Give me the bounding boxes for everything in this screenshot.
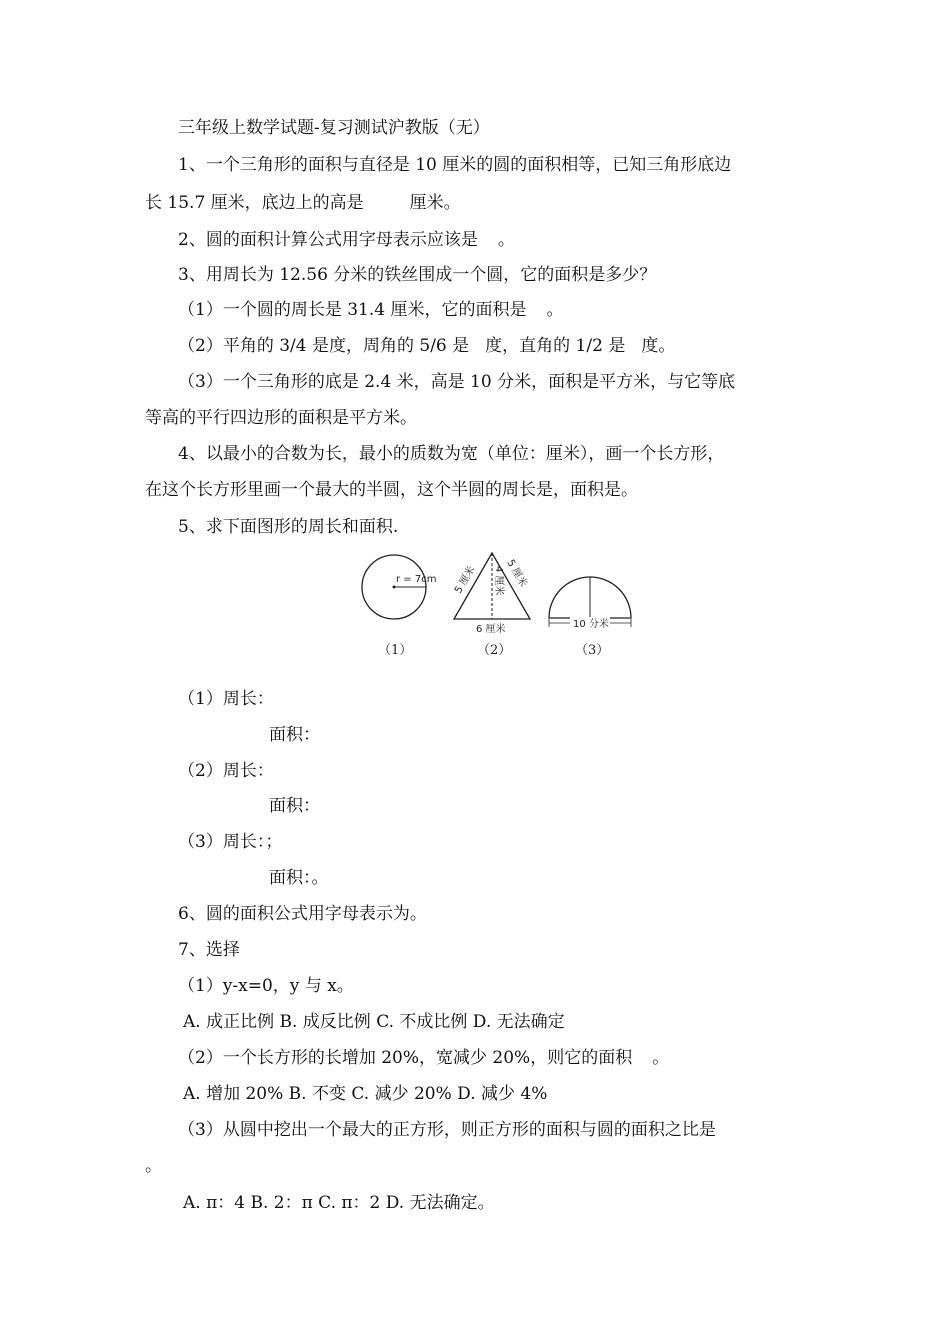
q5-p1-area: 面积： (269, 725, 320, 745)
q5-figure (352, 552, 652, 662)
circle-radius-label: r = 7cm (396, 574, 437, 585)
q1-line1: 1、一个三角形的面积与直径是 10 厘米的圆的面积相等，已知三角形底边 (178, 155, 732, 175)
triangle-right-label: 5 厘米 (504, 558, 529, 590)
figure-caption-2: （2） (477, 643, 512, 658)
q5-p2-perimeter: （2）周长： (178, 761, 274, 781)
q7-s2-options: A. 增加 20% B. 不变 C. 减少 20% D. 减少 4% (183, 1084, 548, 1104)
q3-sub1-end: 。 (546, 300, 564, 320)
q5-p3-perimeter: （3）周长：； (178, 832, 283, 852)
q5-text: 5、求下面图形的周长和面积. (178, 517, 399, 537)
q3-sub2 (178, 335, 675, 357)
q5-figure-svg (352, 552, 652, 662)
q3-sub2a: （2）平角的 3/4 是度，周角的 5/6 是 (178, 336, 470, 356)
q7-s2-end: 。 (652, 1048, 670, 1068)
q1-line2 (145, 192, 461, 214)
q1-line2-unit: 厘米。 (409, 193, 461, 213)
q7-s2 (178, 1047, 669, 1069)
q7-s3-end: 。 (145, 1156, 162, 1176)
q3-sub2c: 度。 (641, 336, 676, 356)
q5-p1-perimeter: （1）周长： (178, 689, 274, 709)
q2-text: 2、圆的面积计算公式用字母表示应该是 (178, 230, 478, 250)
q3-sub3-line1: （3）一个三角形的底是 2.4 米，高是 10 分米，面积是平方米，与它等底 (178, 372, 736, 392)
q7-s1: （1）y-x=0，y 与 x。 (178, 976, 354, 996)
q1-line2-text: 长 15.7 厘米，底边上的高是 (145, 193, 364, 213)
q2 (178, 229, 515, 251)
q7-s1-options: A. 成正比例 B. 成反比例 C. 不成比例 D. 无法确定 (183, 1012, 565, 1032)
q7-s2-text: （2）一个长方形的长增加 20%，宽减少 20%，则它的面积 (178, 1048, 633, 1068)
q3-sub3-line2: 等高的平行四边形的面积是平方米。 (145, 408, 417, 428)
q3-text: 3、用周长为 12.56 分米的铁丝围成一个圆，它的面积是多少？ (178, 265, 657, 285)
page-title: 三年级上数学试题-复习测试沪教版（无） (178, 118, 490, 138)
q5-p3-area: 面积：。 (269, 868, 329, 888)
figure-caption-1: （1） (378, 643, 413, 658)
figure-caption-3: （3） (575, 643, 610, 658)
q2-end: 。 (497, 230, 515, 250)
q7-s3: （3）从圆中挖出一个最大的正方形，则正方形的面积与圆的面积之比是 (178, 1120, 716, 1140)
q7-s3-options: A. π：4 B. 2：π C. π：2 D. 无法确定。 (183, 1193, 495, 1213)
triangle-height-label: 4 厘米 (493, 566, 504, 596)
q7-text: 7、选择 (178, 940, 240, 960)
semicircle-label: 10 分米 (573, 619, 609, 630)
triangle-left-label: 5 厘米 (453, 564, 478, 596)
q5-p2-area: 面积： (269, 796, 320, 816)
circle-center (393, 586, 396, 589)
q4-line2: 在这个长方形里画一个最大的半圆，这个半圆的周长是，面积是。 (145, 480, 638, 500)
q4-line1: 4、以最小的合数为长，最小的质数为宽（单位：厘米），画一个长方形， (178, 444, 725, 464)
q6-text: 6、圆的面积公式用字母表示为。 (178, 904, 427, 924)
triangle-base-label: 6 厘米 (476, 624, 506, 635)
q3-sub1-text: （1）一个圆的周长是 31.4 厘米，它的面积是 (178, 300, 527, 320)
q3-sub2b: 度，直角的 1/2 是 (485, 336, 626, 356)
q3-sub1 (178, 299, 563, 321)
